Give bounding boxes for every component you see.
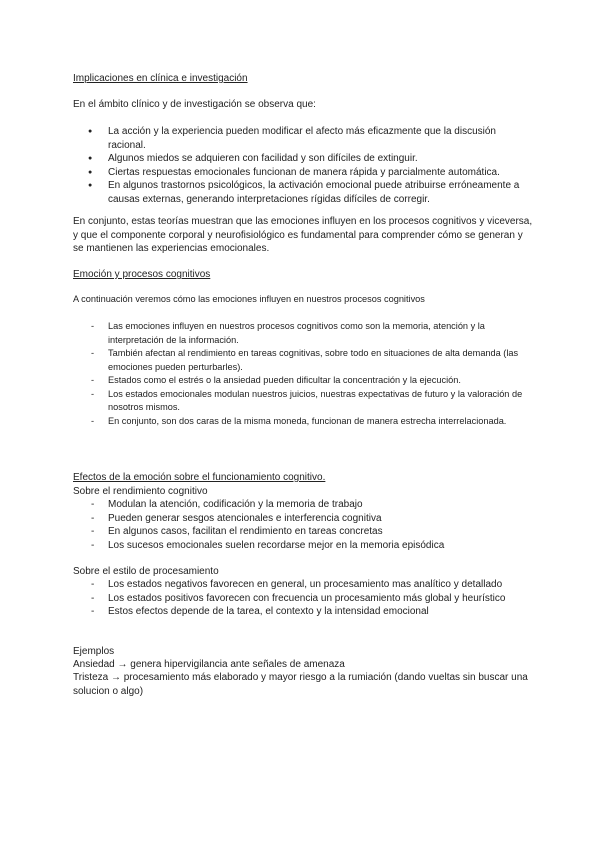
subheading-estilo: Sobre el estilo de procesamiento [73, 566, 219, 577]
section-intro: A continuación veremos cómo las emociones influyen en nuestros procesos cognitivos [73, 294, 425, 304]
section-conclusion: En conjunto, estas teorías muestran que las emociones influyen en los procesos cognitivos y viceversa, y que el componente corporal y neurofisiológico es fundamental para comprender cómo se generan y se mantienen las experiencias emocionales. [73, 216, 533, 254]
dash-list [73, 578, 533, 619]
section-heading-efectos: Efectos de la emoción sobre el funcionamiento cognitivo. [73, 472, 326, 483]
bullet-list [73, 125, 533, 206]
list-item: ● En algunos trastornos psicológicos, la activación emocional puede atribuirse erróneamente a causas externas, generando interpretaciones rígidas difíciles de corregir. [73, 179, 533, 206]
ejemplos-title: Ejemplos [73, 646, 115, 657]
dash-list [73, 320, 533, 428]
list-item: - En algunos casos, facilitan el rendimiento en tareas concretas [73, 525, 533, 539]
list-item: - Estos efectos depende de la tarea, el contexto y la intensidad emocional [73, 605, 533, 619]
list-item: - En conjunto, son dos caras de la misma moneda, funcionan de manera estrecha interrelacionada. [73, 415, 533, 429]
list-item: - Los estados positivos favorecen con frecuencia un procesamiento más global y heurístico [73, 592, 533, 606]
list-item: - Los sucesos emocionales suelen recordarse mejor en la memoria episódica [73, 539, 533, 553]
list-item: ● Ciertas respuestas emocionales funcionan de manera rápida y parcialmente automática. [73, 166, 533, 180]
list-item: - Los estados emocionales modulan nuestros juicios, nuestras expectativas de futuro y la valoración de nosotros mismos. [73, 388, 533, 415]
list-item: - Las emociones influyen en nuestros procesos cognitivos como son la memoria, atención y la interpretación de la información. [73, 320, 533, 347]
dash-list [73, 498, 533, 552]
ejemplo-tristeza: Tristeza → procesamiento más elaborado y mayor riesgo a la rumiación (dando vueltas sin buscar una solucion o algo) [73, 672, 528, 697]
list-item: - Los estados negativos favorecen en general, un procesamiento mas analítico y detallado [73, 578, 533, 592]
list-item: ● La acción y la experiencia pueden modificar el afecto más eficazmente que la discusión racional. [73, 125, 533, 152]
list-item: - Modulan la atención, codificación y la memoria de trabajo [73, 498, 533, 512]
list-item: - Pueden generar sesgos atencionales e interferencia cognitiva [73, 512, 533, 526]
section-heading-implicaciones: Implicaciones en clínica e investigación [73, 73, 248, 84]
subheading-rendimiento: Sobre el rendimiento cognitivo [73, 486, 208, 497]
ejemplo-ansiedad: Ansiedad → genera hipervigilancia ante señales de amenaza [73, 659, 345, 670]
list-item: - También afectan al rendimiento en tareas cognitivas, sobre todo en situaciones de alta demanda (las emociones pueden perturbarles). [73, 347, 533, 374]
list-item: - Estados como el estrés o la ansiedad pueden dificultar la concentración y la ejecución. [73, 374, 533, 388]
section-heading-emocion: Emoción y procesos cognitivos [73, 269, 211, 280]
section-intro: En el ámbito clínico y de investigación se observa que: [73, 99, 316, 110]
list-item: ● Algunos miedos se adquieren con facilidad y son difíciles de extinguir. [73, 152, 533, 166]
